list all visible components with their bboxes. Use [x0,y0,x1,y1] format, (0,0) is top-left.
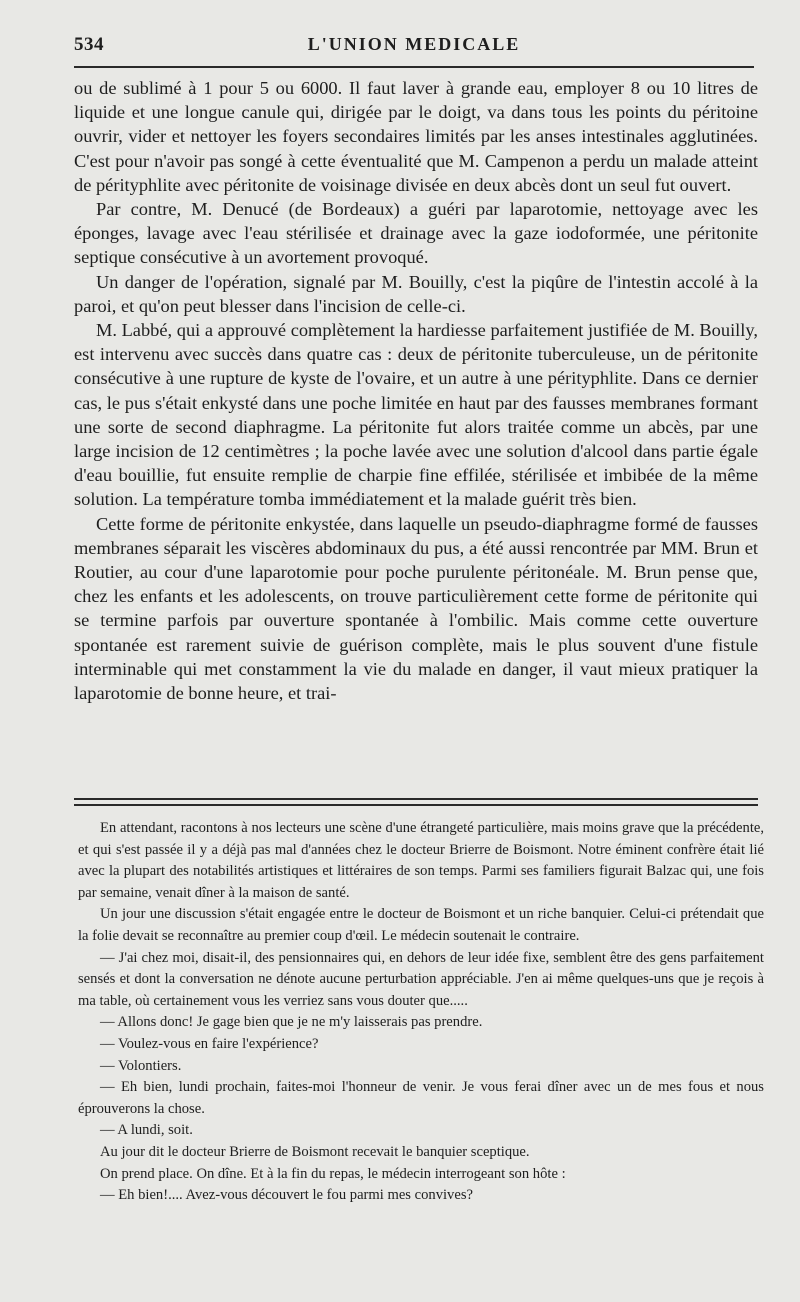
footnote-paragraph: — Eh bien!.... Avez-vous découvert le fou parmi mes convives? [100,1187,473,1204]
header-rule [74,66,754,68]
footnote-paragraph: — Volontiers. [100,1057,182,1074]
footnote-separator-rule [74,804,758,806]
footnote-paragraph: — Voulez-vous en faire l'expérience? [100,1035,319,1052]
footnote-paragraph: — J'ai chez moi, disait-il, des pensionnaires qui, en dehors de leur idée fixe, semblent être des gens parfaitement sensés et dont la conversation ne dénote aucune perturbation appréciable. J'en ai même quelques-uns que je reçois à ma table, où certainement vous les verriez sans vous douter que..... [78,949,764,1009]
footnote-paragraph: Un jour une discussion s'était engagée entre le docteur de Boismont et un riche banquier. Celui-ci prétendait que la folie devait se reconnaître au premier coup d'œil. Le médecin soutenait le contraire. [78,906,764,944]
body-paragraph: Un danger de l'opération, signalé par M. Bouilly, c'est la piqûre de l'intestin accolé à la paroi, et qu'on peut blesser dans l'incision de celle-ci. [74,271,758,316]
footnote-paragraph: — Eh bien, lundi prochain, faites-moi l'honneur de venir. Je vous ferai dîner avec un de mes fous et nous éprouverons la chose. [78,1079,764,1117]
footnote-paragraph: — A lundi, soit. [100,1122,193,1139]
footnote-paragraph: On prend place. On dîne. Et à la fin du repas, le médecin interrogeant son hôte : [100,1165,566,1182]
body-paragraph: Cette forme de péritonite enkystée, dans laquelle un pseudo-diaphragme formé de fausses membranes séparait les viscères abdominaux du pus, a été aussi rencontrée par MM. Brun et Routier, au cour d'une laparotomie pour poche purulente péritonéale. M. Brun pense que, chez les enfants et les adolescents, on trouve particulièrement cette forme de péritonite qui se termine parfois par ouverture spontanée à l'ombilic. Mais comme cette ouverture spontanée est rarement suivie de guérison complète, mais le plus souvent d'une fistule interminable qui met constamment la vie du malade en danger, il vaut mieux pratiquer la laparotomie de bonne heure, et trai- [74,513,758,704]
body-paragraph: ou de sublimé à 1 pour 5 ou 6000. Il faut laver à grande eau, employer 8 ou 10 litres de liquide et une longue canule qui, dirigée par le doigt, va dans tous les points du péritoine ouvrir, vider et nettoyer les foyers secondaires limités par les anses intestinales agglutinées. C'est pour n'avoir pas songé à cette éventualité que M. Campenon a perdu un malade atteint de pérityphlite avec péritonite de voisinage divisée en deux abcès dont un seul fut ouvert. [74,78,758,195]
page-header [74,34,754,62]
footnote-paragraph: — Allons donc! Je gage bien que je ne m'y laisserais pas prendre. [100,1014,483,1031]
running-title: L'UNION MEDICALE [307,34,521,54]
footnote-paragraph: Au jour dit le docteur Brierre de Boismont recevait le banquier sceptique. [100,1143,530,1160]
body-paragraph: Par contre, M. Denucé (de Bordeaux) a guéri par laparotomie, nettoyage avec les éponges, lavage avec l'eau stérilisée et drainage avec la gaze iodoformée, une péritonite septique consécutive à un avortement provoqué. [74,199,758,268]
feuilleton-footnote [78,818,764,1207]
main-text [74,76,758,705]
body-paragraph: M. Labbé, qui a approuvé complètement la hardiesse parfaitement justifiée de M. Bouilly, est intervenu avec succès dans quatre cas : deux de péritonite tuberculeuse, un de péritonite consécutive à une rupture de kyste de l'ovaire, et un autre à une pérityphlite. Dans ce dernier cas, le pus s'était enkysté dans une poche limitée en haut par des fausses membranes formant une sorte de second diaphragme. La péritonite fut alors traitée comme un abcès, par une large incision de 12 centimètres ; la poche lavée avec une solution d'alcool dans partie égale d'eau bouillie, fut ensuite remplie de charpie fine effilée, stérilisée et imbibée de la même solution. La température tomba immédiatement et la malade guérit très bien. [74,320,758,510]
page-number: 534 [74,34,104,55]
footnote-paragraph: En attendant, racontons à nos lecteurs une scène d'une étrangeté particulière, mais moins grave que la précédente, et qui s'est passée il y a déjà pas mal d'années chez le docteur Brierre de Boismont. Notre éminent confrère était lié avec la plupart des notabilités artistiques et littéraires de son temps. Parmi ses familiers figurait Balzac qui, une fois par semaine, venait dîner à la maison de santé. [78,820,764,901]
footnote-separator-rule [74,798,758,800]
